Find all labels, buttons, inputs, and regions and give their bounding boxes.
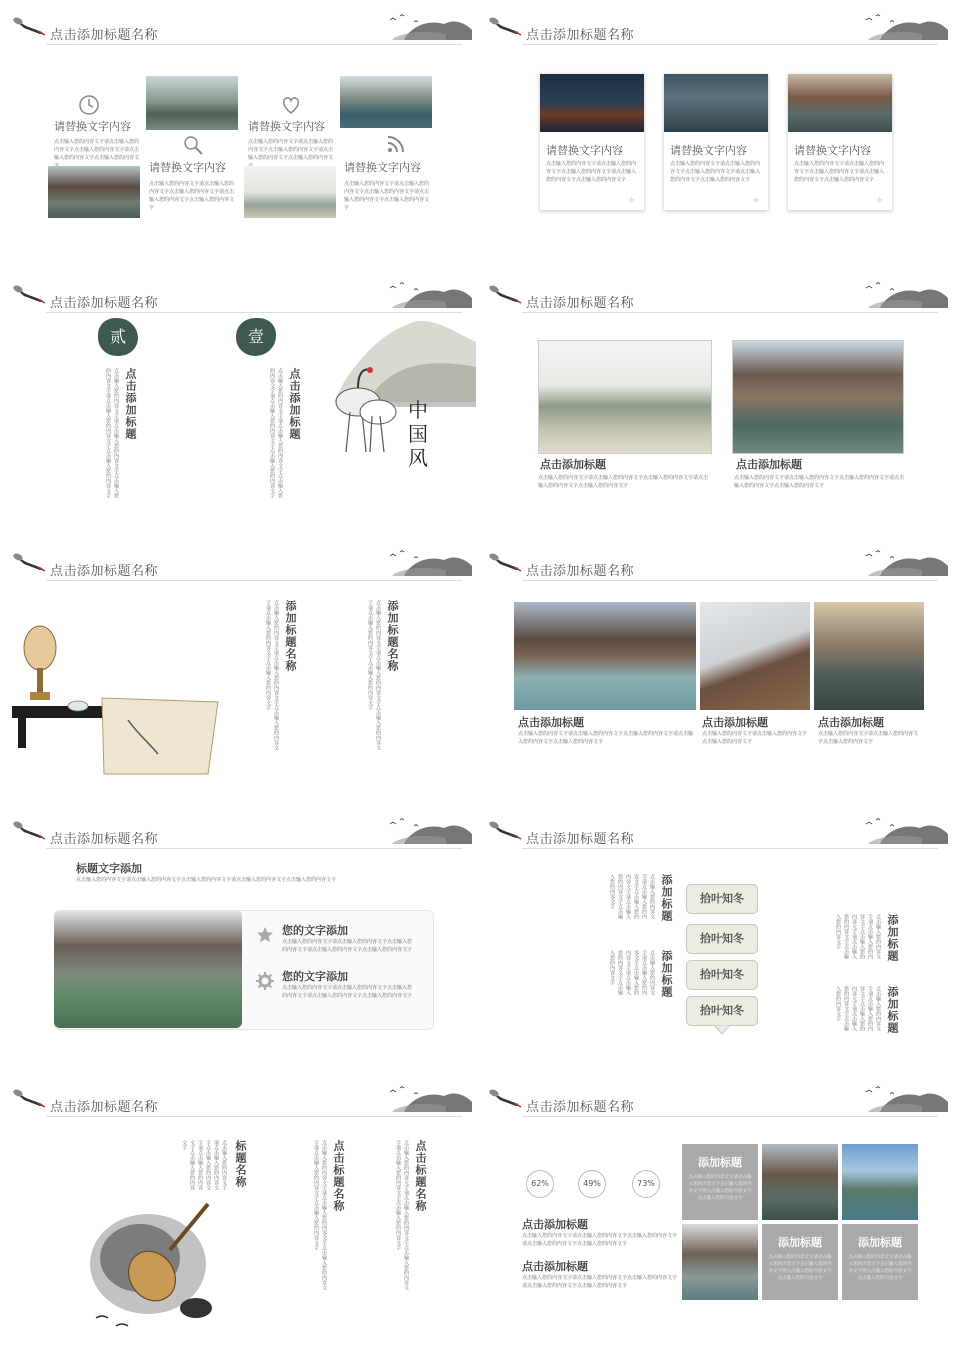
water-town-photo (788, 74, 892, 132)
vertical-title[interactable]: 点击标题名称 (414, 1140, 427, 1212)
brush-icon (488, 552, 522, 572)
box-title: 添加标题 (698, 1156, 742, 1169)
heading-desc[interactable]: 点击输入您的内容文字请点击输入您的内容文字点击输入您的内容文字请点击输入您的内容文字点击输入您的内容文字 (76, 877, 337, 883)
brush-icon (12, 284, 46, 304)
slide-title[interactable]: 点击添加标题名称 (50, 832, 159, 847)
vertical-title[interactable]: 添加标题 (886, 914, 899, 962)
antique-desk-illustration (8, 624, 228, 784)
slide-2 (480, 4, 952, 266)
river-boat-photo (664, 74, 768, 132)
card-desc[interactable]: 点击输入您的内容文字请点击输入您的内容文字点击输入您的内容文字请点击输入您的内容文字点击输入您的内容文字 (670, 161, 761, 183)
slide-title[interactable]: 点击添加标题名称 (50, 564, 159, 579)
vertical-title[interactable]: 标题名称 (234, 1140, 247, 1188)
caption[interactable]: 点击添加标题 (522, 1260, 588, 1273)
slide-header (4, 808, 476, 852)
item-desc[interactable]: 点击输入您的内容文字请点击输入您的内容文字点击输入您的内容文字请点击输入您的内容文字点击输入您的内容文 (248, 139, 334, 161)
slide-1 (4, 4, 476, 266)
slide-6 (480, 540, 952, 802)
heart-icon (280, 94, 302, 116)
slide-header (4, 272, 476, 316)
vertical-title[interactable]: 添加标题 (660, 874, 673, 922)
slide-title[interactable]: 点击添加标题名称 (526, 296, 635, 311)
crane-landscape-illustration (314, 312, 476, 472)
vertical-desc[interactable]: 点击输入您的内容文字请点击输入您的内容文字点击输入您的内容文字请点击输入您的内容文字点击输入您的内容文字 (835, 986, 881, 1031)
clock-icon (78, 94, 100, 116)
box-title: 添加标题 (858, 1236, 902, 1249)
canal-photo (54, 910, 242, 1028)
caption[interactable]: 点击添加标题 (736, 458, 802, 471)
slide-header (480, 808, 952, 852)
water-town-photo (340, 76, 432, 128)
brush-icon (12, 16, 46, 36)
canal-photo (762, 1144, 838, 1220)
bridge-photo (842, 1144, 918, 1220)
vertical-title[interactable]: 添加标题名称 (284, 600, 297, 672)
header-divider (522, 44, 938, 45)
gear-icon (256, 972, 274, 990)
ink-landscape-icon (386, 1082, 472, 1116)
caption-desc[interactable]: 点击输入您的内容文字请点击输入您的内容文字点击输入您的内容文字请点击输入您的内容文字点击输入您的内容文字 (734, 475, 905, 489)
vertical-desc[interactable]: 点击输入您的内容文字请点击输入您的内容文字点击输入您的内容文字请点击输入您的内容文字点击输入您的内容文字 (265, 600, 279, 750)
water-town-photo (244, 166, 336, 218)
big-vertical-title[interactable]: 中国风 (408, 398, 428, 470)
ink-landscape-icon (862, 278, 948, 312)
card-title[interactable]: 请替换文字内容 (546, 144, 623, 157)
pointer-arrow-icon (714, 1025, 730, 1035)
header-divider (522, 848, 938, 849)
box-desc: 点击输入您的内容文字请点击输入您的内容文字点击输入您的内容文字请点击输入您的内容文字点击输入您的内容文字 (768, 1255, 832, 1281)
percent-circle[interactable]: 49% (578, 1170, 606, 1198)
slide-title[interactable]: 点击添加标题名称 (526, 832, 635, 847)
vertical-title[interactable]: 点击标题名称 (332, 1140, 345, 1212)
night-canal-photo (540, 74, 644, 132)
card[interactable] (664, 74, 768, 210)
card[interactable] (540, 74, 644, 210)
vertical-desc[interactable]: 点击输入您的内容文字请点击输入您的内容文字点击输入您的内容文字请点击输入您的内容文字点击输入您的内容文字 (181, 1140, 227, 1190)
plus-icon[interactable]: + (627, 195, 636, 206)
header-divider (46, 848, 462, 849)
caption-desc[interactable]: 点击输入您的内容文字请点击输入您的内容文字点击输入您的内容文字 (818, 731, 919, 745)
card-desc[interactable]: 点击输入您的内容文字请点击输入您的内容文字点击输入您的内容文字请点击输入您的内容文字点击输入您的内容文字 (794, 161, 885, 183)
search-icon (182, 134, 204, 156)
badge-two[interactable]: 贰 (98, 318, 138, 356)
vertical-desc[interactable]: 点击输入您的内容文字请点击输入您的内容文字点击输入您的内容文字请点击输入您的内容文字点击输入您的内容文字 (313, 1140, 327, 1290)
item-desc[interactable]: 点击输入您的内容文字请点击输入您的内容文字点击输入您的内容文字请点击输入您的内容文字点击输入您的内容文字 (282, 939, 413, 953)
ink-landscape-icon (386, 10, 472, 44)
ink-landscape-icon (386, 278, 472, 312)
brush-icon (488, 820, 522, 840)
header-divider (46, 1116, 462, 1117)
slide-7 (4, 808, 476, 1070)
slide-header (480, 540, 952, 584)
item-title[interactable]: 您的文字添加 (282, 924, 348, 937)
ink-landscape-icon (386, 546, 472, 580)
vertical-desc[interactable]: 点击输入您的内容文字请点击输入您的内容文字点击输入您的内容文字请点击输入您的内容文字点击输入您的内容文字 (395, 1140, 409, 1290)
slide-9 (4, 1076, 476, 1338)
slide-header (480, 1076, 952, 1120)
vertical-desc[interactable]: 点击输入您的内容文字请点击输入您的内容文字点击输入您的内容文字请点击输入您的内容文字点击输入您的内容文字 (269, 368, 283, 498)
item-title[interactable]: 请替换文字内容 (248, 120, 325, 133)
brush-icon (488, 1088, 522, 1108)
slide-10 (480, 1076, 952, 1338)
caption-desc[interactable]: 点击输入您的内容文字请点击输入您的内容文字点击输入您的内容文字 (702, 731, 808, 745)
slide-8 (480, 808, 952, 1070)
title-box[interactable] (762, 1224, 838, 1300)
label-pill[interactable]: 拾叶知冬 (686, 884, 758, 914)
item-title[interactable]: 您的文字添加 (282, 970, 348, 983)
ink-landscape-icon (862, 546, 948, 580)
caption[interactable]: 点击添加标题 (818, 716, 884, 729)
water-town-photo (48, 166, 140, 218)
header-divider (522, 312, 938, 313)
heading[interactable]: 标题文字添加 (76, 862, 142, 875)
brush-icon (12, 820, 46, 840)
header-divider (46, 44, 462, 45)
slide-title[interactable]: 点击添加标题名称 (526, 1100, 635, 1115)
label-pill[interactable]: 拾叶知冬 (686, 996, 758, 1026)
box-desc: 点击输入您的内容文字请点击输入您的内容文字点击输入您的内容文字请点击输入您的内容文字点击输入您的内容文字 (848, 1255, 912, 1281)
rss-icon (386, 134, 406, 154)
slide-title[interactable]: 点击添加标题名称 (526, 28, 635, 43)
star-icon (256, 926, 274, 944)
water-town-photo (514, 602, 696, 710)
percent-circle[interactable]: 73% (632, 1170, 660, 1198)
caption[interactable]: 点击添加标题 (522, 1218, 588, 1231)
box-desc: 点击输入您的内容文字请点击输入您的内容文字点击输入您的内容文字请点击输入您的内容文字点击输入您的内容文字 (688, 1175, 752, 1201)
slide-4 (480, 272, 952, 534)
slide-title[interactable]: 点击添加标题名称 (50, 28, 159, 43)
slide-5 (4, 540, 476, 802)
ink-pipa-illustration (76, 1192, 226, 1332)
caption[interactable]: 点击添加标题 (702, 716, 768, 729)
slide-title[interactable]: 点击添加标题名称 (50, 296, 159, 311)
vertical-title[interactable]: 添加标题 (660, 950, 673, 998)
badge-one[interactable]: 壹 (236, 318, 276, 356)
vertical-desc[interactable]: 点击输入您的内容文字请点击输入您的内容文字点击输入您的内容文字请点击输入您的内容文字点击输入您的内容文字 (367, 600, 381, 750)
slide-title[interactable]: 点击添加标题名称 (50, 1100, 159, 1115)
header-divider (46, 580, 462, 581)
item-desc[interactable]: 点击输入您的内容文字请点击输入您的内容文字点击输入您的内容文字请点击输入您的内容文字点击输入您的内容文 (54, 139, 140, 161)
slide-header (480, 272, 952, 316)
brush-icon (12, 552, 46, 572)
vertical-desc[interactable]: 点击输入您的内容文字请点击输入您的内容文字点击输入您的内容文字请点击输入您的内容文字点击输入您的内容文字 (835, 914, 881, 959)
item-desc[interactable]: 点击输入您的内容文字请点击输入您的内容文字点击输入您的内容文字请点击输入您的内容文字点击输入您的内容文字 (344, 181, 430, 211)
ink-landscape-icon (386, 814, 472, 848)
ink-landscape-icon (862, 10, 948, 44)
slide-header (4, 540, 476, 584)
card-title[interactable]: 请替换文字内容 (670, 144, 747, 157)
item-title[interactable]: 请替换文字内容 (344, 161, 421, 174)
caption-desc[interactable]: 点击输入您的内容文字请点击输入您的内容文字点击输入您的内容文字请点击输入您的内容文字点击输入您的内容文字 (518, 731, 694, 745)
vertical-title[interactable]: 点击添加标题 (288, 368, 301, 440)
caption-desc[interactable]: 点击输入您的内容文字请点击输入您的内容文字点击输入您的内容文字请点击输入您的内容文字点击输入您的内容文字 (522, 1275, 678, 1289)
card-title[interactable]: 请替换文字内容 (794, 144, 871, 157)
canal-photo (732, 340, 904, 454)
brush-icon (488, 284, 522, 304)
title-box[interactable] (682, 1144, 758, 1220)
brush-icon (488, 16, 522, 36)
caption-desc[interactable]: 点击输入您的内容文字请点击输入您的内容文字点击输入您的内容文字请点击输入您的内容文字点击输入您的内容文字 (538, 475, 709, 489)
item-title[interactable]: 请替换文字内容 (54, 120, 131, 133)
card[interactable] (788, 74, 892, 210)
slide-title[interactable]: 点击添加标题名称 (526, 564, 635, 579)
brush-icon (12, 1088, 46, 1108)
slide-header (480, 4, 952, 48)
label-pill[interactable]: 拾叶知冬 (686, 924, 758, 954)
slide-header (4, 1076, 476, 1120)
card-desc[interactable]: 点击输入您的内容文字请点击输入您的内容文字点击输入您的内容文字请点击输入您的内容文字点击输入您的内容文字 (546, 161, 637, 183)
item-desc[interactable]: 点击输入您的内容文字请点击输入您的内容文字点击输入您的内容文字请点击输入您的内容文字点击输入您的内容文字 (282, 985, 413, 999)
vertical-title[interactable]: 添加标题名称 (386, 600, 399, 672)
header-divider (522, 1116, 938, 1117)
ink-landscape-icon (862, 1082, 948, 1116)
canal-sunset-photo (814, 602, 924, 710)
plus-icon[interactable]: + (875, 195, 884, 206)
title-box[interactable] (842, 1224, 918, 1300)
label-pill[interactable]: 拾叶知冬 (686, 960, 758, 990)
caption-desc[interactable]: 点击输入您的内容文字请点击输入您的内容文字点击输入您的内容文字请点击输入您的内容文字点击输入您的内容文字 (522, 1233, 678, 1247)
temple-roof-photo (700, 602, 810, 710)
vertical-desc[interactable]: 点击输入您的内容文字请点击输入您的内容文字点击输入您的内容文字请点击输入您的内容文字点击输入您的内容文字 (609, 950, 655, 995)
vertical-title[interactable]: 点击添加标题 (124, 368, 137, 440)
vertical-desc[interactable]: 点击输入您的内容文字请点击输入您的内容文字点击输入您的内容文字请点击输入您的内容文字点击输入您的内容文字 (105, 368, 119, 498)
water-town-photo (146, 76, 238, 130)
ink-landscape-icon (862, 814, 948, 848)
item-title[interactable]: 请替换文字内容 (149, 161, 226, 174)
water-town-photo (682, 1224, 758, 1300)
item-desc[interactable]: 点击输入您的内容文字请点击输入您的内容文字点击输入您的内容文字请点击输入您的内容文字点击输入您的内容文字 (149, 181, 235, 211)
plus-icon[interactable]: + (751, 195, 760, 206)
caption[interactable]: 点击添加标题 (518, 716, 584, 729)
header-divider (522, 580, 938, 581)
village-lake-photo (538, 340, 712, 454)
percent-circle[interactable]: 62% (526, 1170, 554, 1198)
vertical-desc[interactable]: 点击输入您的内容文字请点击输入您的内容文字点击输入您的内容文字请点击输入您的内容文字点击输入您的内容文字 (609, 874, 655, 919)
vertical-title[interactable]: 添加标题 (886, 986, 899, 1034)
caption[interactable]: 点击添加标题 (540, 458, 606, 471)
slide-3 (4, 272, 476, 534)
box-title: 添加标题 (778, 1236, 822, 1249)
slide-header (4, 4, 476, 48)
